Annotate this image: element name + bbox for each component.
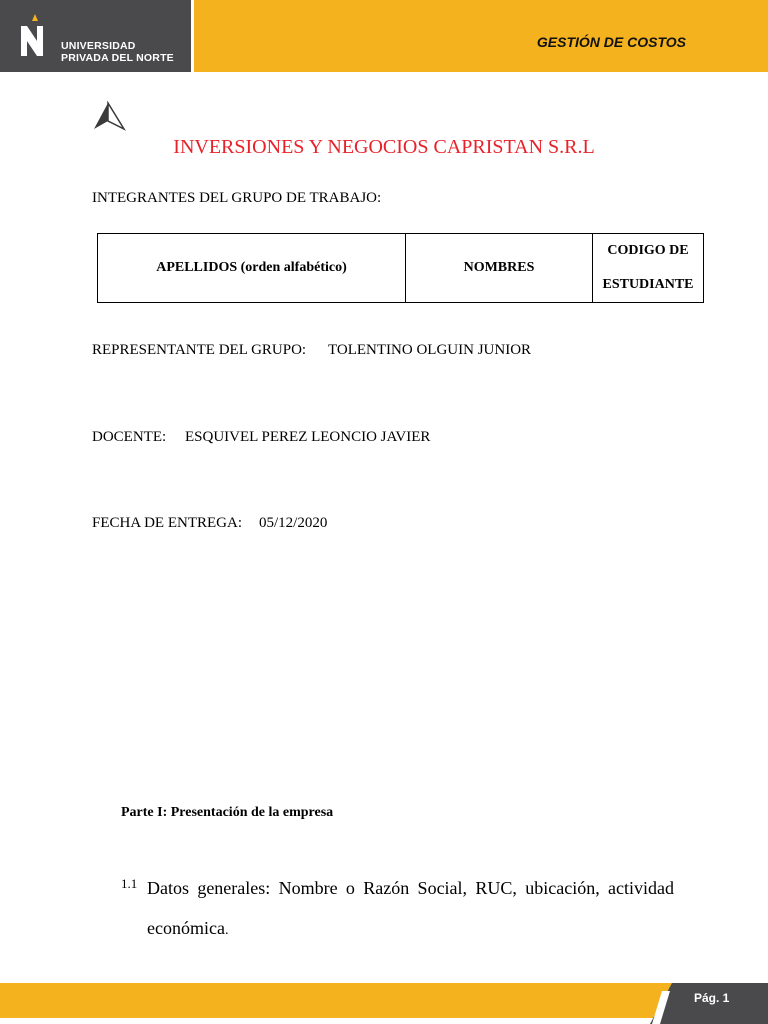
column-header-student-code (593, 234, 704, 303)
members-heading: INTEGRANTES DEL GRUPO DE TRABAJO: (92, 190, 382, 206)
university-logo (0, 0, 191, 72)
delivery-date-label: FECHA DE ENTREGA: (92, 515, 242, 531)
page-header (0, 0, 768, 72)
members-table (97, 233, 704, 303)
footer-bar (0, 983, 674, 1018)
delivery-date-value: 05/12/2020 (259, 515, 328, 531)
representative-label: REPRESENTANTE DEL GRUPO: (92, 342, 307, 358)
navigation-arrow-icon (92, 101, 126, 131)
column-header-names: NOMBRES (406, 234, 593, 303)
university-name (61, 40, 174, 64)
page-number: Pág. 1 (694, 991, 730, 1005)
item-number: 1.1 (121, 876, 138, 891)
item-text-main: Datos generales: Nombre o Razón Social, RUC, ubicación, actividad económica (147, 878, 674, 938)
representative-value: TOLENTINO OLGUIN JUNIOR (328, 342, 532, 358)
item-text-end: . (224, 923, 229, 938)
logo-line-1: UNIVERSIDAD (61, 40, 136, 52)
course-title: GESTIÓN DE COSTOS (536, 34, 686, 50)
item-text (147, 868, 674, 951)
table-header-row (98, 234, 704, 303)
logo-line-2: PRIVADA DEL NORTE (61, 52, 174, 64)
teacher-label: DOCENTE: (92, 429, 167, 445)
section-title: Parte I: Presentación de la empresa (121, 805, 334, 820)
teacher-value: ESQUIVEL PEREZ LEONCIO JAVIER (185, 429, 431, 445)
column-header-surnames: APELLIDOS (orden alfabético) (98, 234, 406, 303)
company-name: INVERSIONES Y NEGOCIOS CAPRISTAN S.R.L (173, 136, 595, 158)
student-code-line-2: ESTUDIANTE (602, 277, 694, 292)
student-code-line-1: CODIGO DE (607, 243, 689, 258)
upn-logo-icon (18, 14, 52, 62)
